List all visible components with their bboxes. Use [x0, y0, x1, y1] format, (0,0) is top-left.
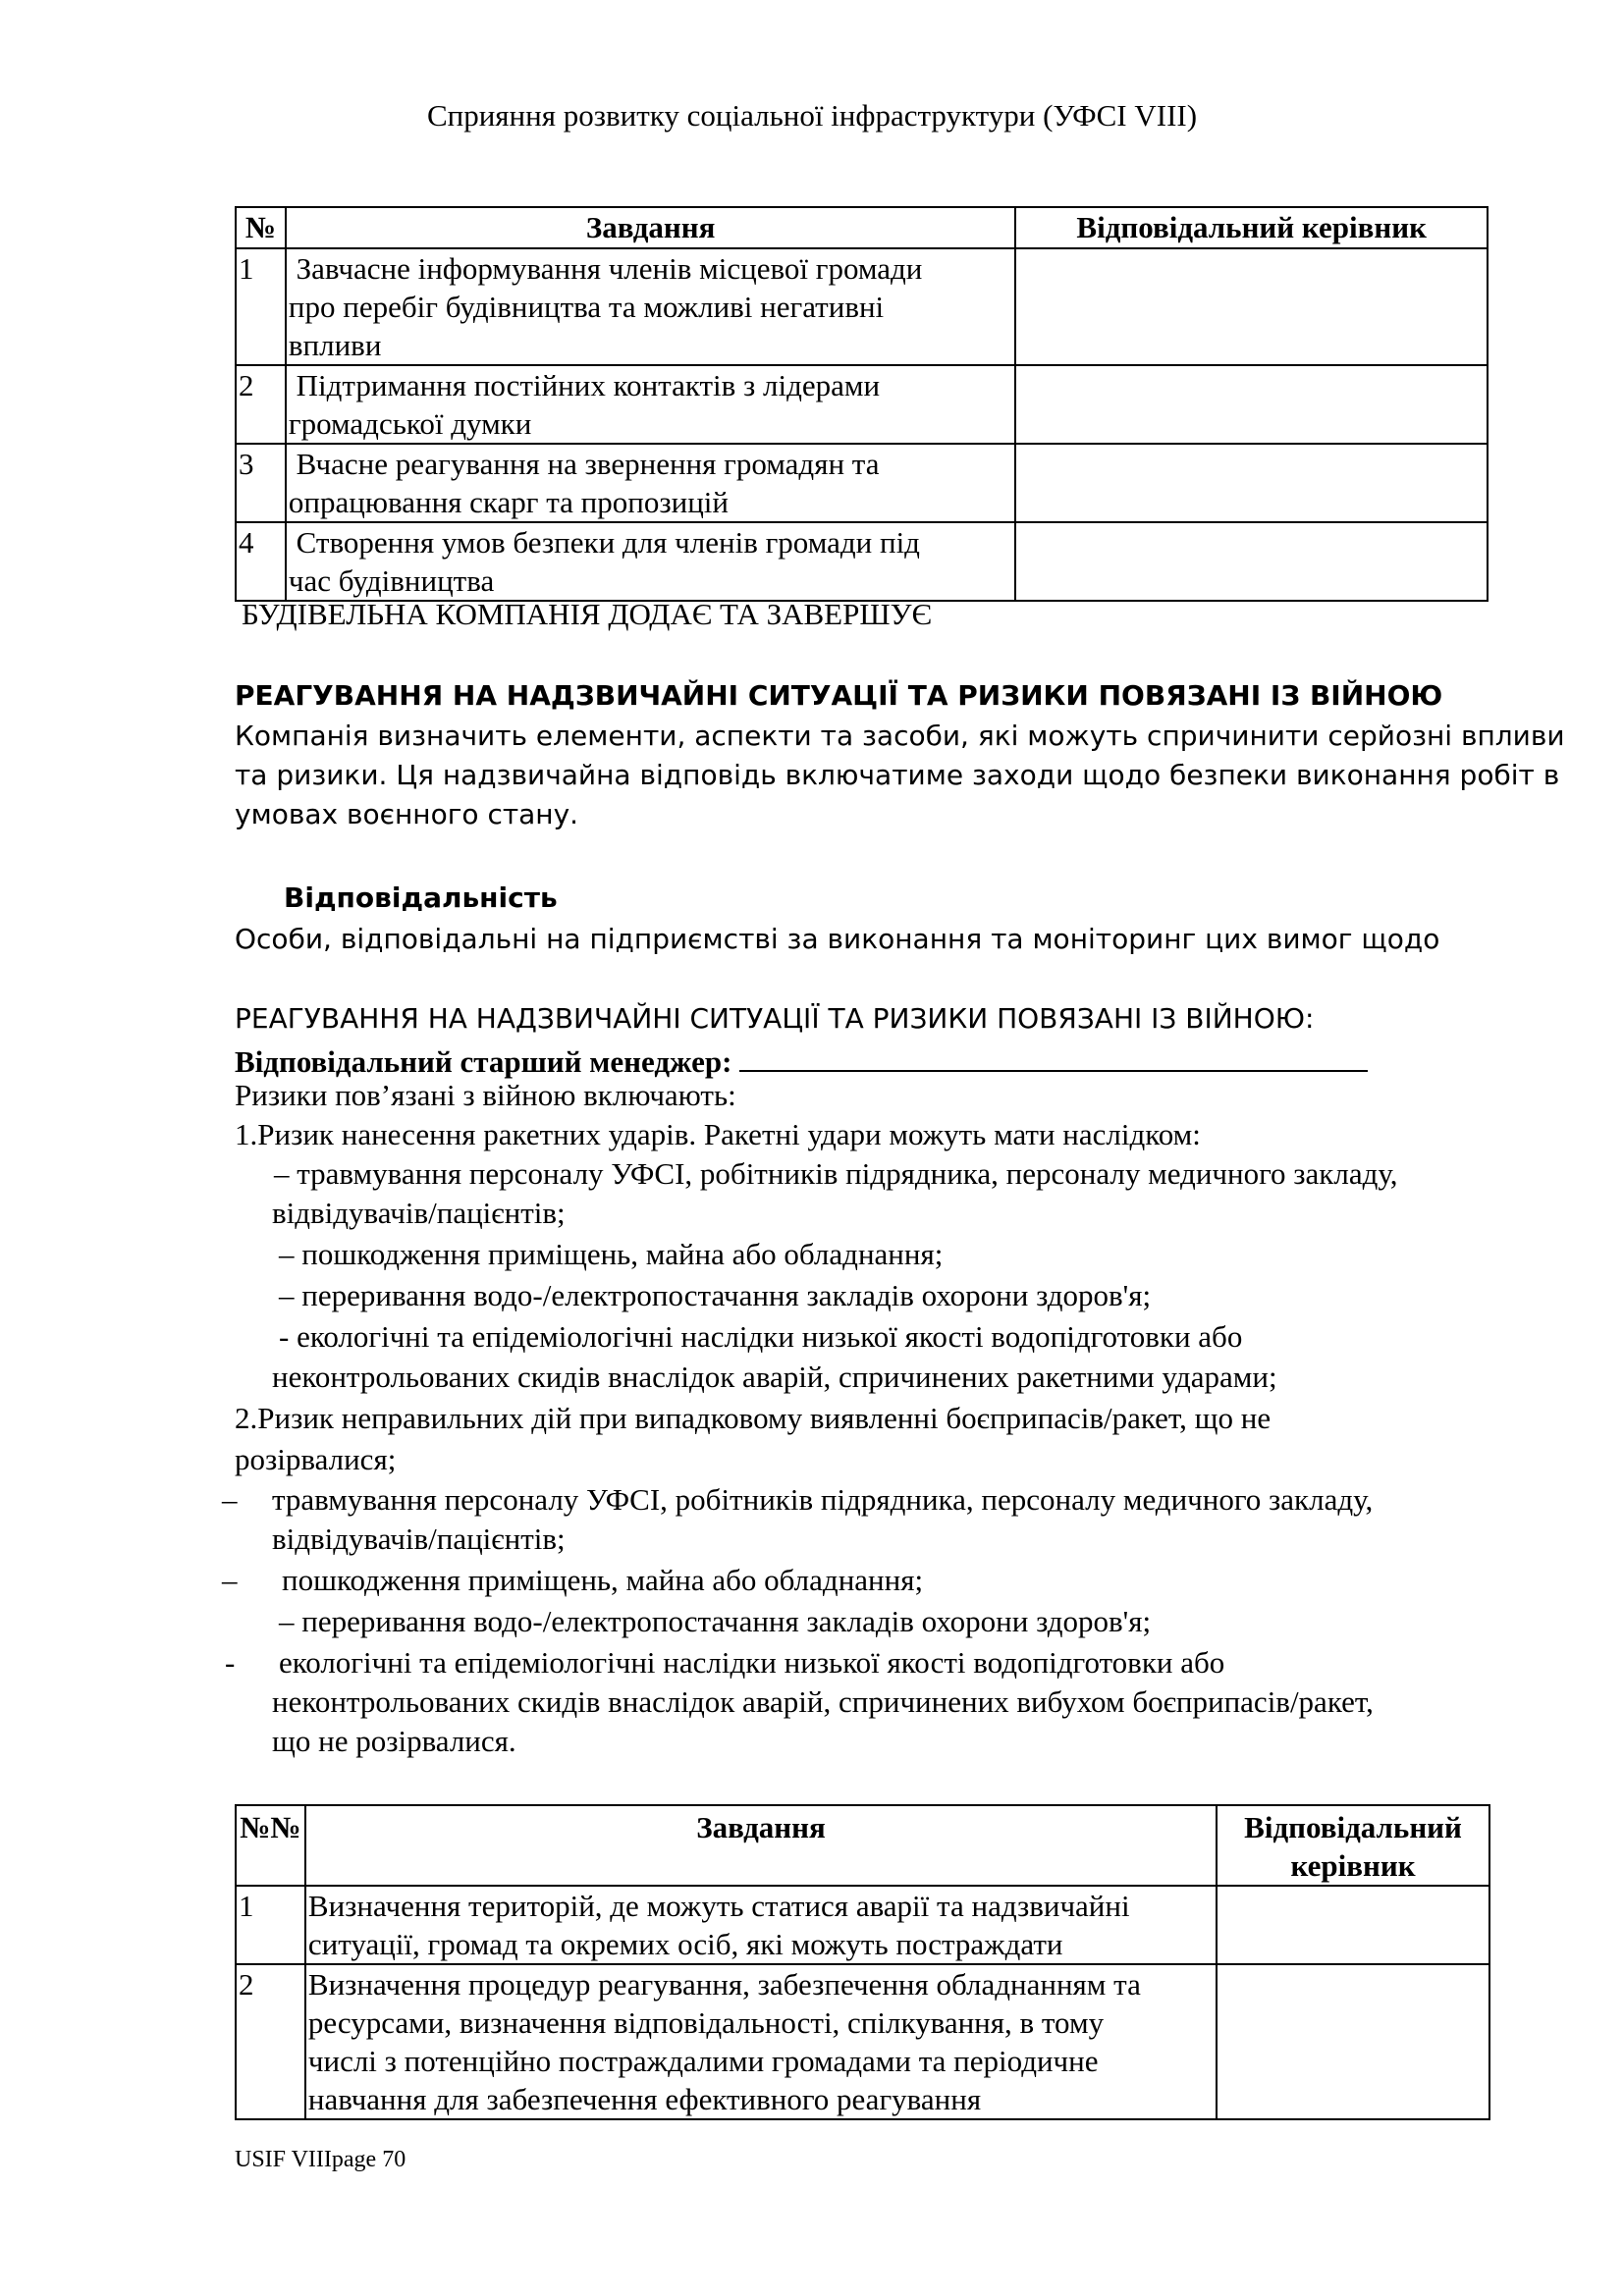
- emergency-section-paragraph: [235, 717, 1565, 834]
- responsibility-heading: Відповідальність: [284, 881, 558, 914]
- paragraph-line: Компанія визначить елементи, аспекти та засоби, які можуть спричинити серйозні впливи: [235, 720, 1565, 752]
- tasks-table-community: [235, 206, 1489, 602]
- row-task: [305, 1964, 1217, 2119]
- row-manager-cell[interactable]: [1015, 522, 1488, 601]
- row-number: 2: [236, 365, 286, 444]
- risk-2-bullet-2: пошкодження приміщень, майна або обладнання;: [282, 1563, 924, 1597]
- task-line: числі з потенційно постраждалими громадами та періодичне: [307, 2044, 1099, 2078]
- row-number: 4: [236, 522, 286, 601]
- risk-2-title-cont: розірвалися;: [235, 1442, 397, 1476]
- table-header-row: [236, 207, 1488, 248]
- table-row: [236, 1886, 1489, 1964]
- row-manager-cell[interactable]: [1015, 444, 1488, 522]
- task-line: Завчасне інформування членів місцевої громади: [288, 251, 923, 286]
- row-number: 3: [236, 444, 286, 522]
- builder-note: БУДІВЕЛЬНА КОМПАНІЯ ДОДАЄ ТА ЗАВЕРШУЄ: [242, 597, 933, 631]
- task-line: Підтримання постійних контактів з лідерами: [288, 368, 881, 402]
- bullet-dash: –: [222, 1563, 238, 1597]
- task-line: Визначення процедур реагування, забезпечення обладнанням та: [307, 1967, 1141, 2002]
- task-line: опрацювання скарг та пропозицій: [288, 485, 729, 519]
- column-header-task: Завдання: [286, 207, 1015, 248]
- row-number: 2: [236, 1964, 305, 2119]
- risk-2-bullet-3: – переривання водо-/електропостачання закладів охорони здоров'я;: [279, 1604, 1152, 1638]
- column-header-number: №№: [236, 1805, 305, 1886]
- risk-1-title: 1.Ризик нанесення ракетних ударів. Ракетні удари можуть мати наслідком:: [235, 1117, 1201, 1151]
- table-row: [236, 248, 1488, 365]
- risk-2-bullet-1: травмування персоналу УФСІ, робітників підрядника, персоналу медичного закладу,: [272, 1482, 1374, 1517]
- risk-1-bullet-1-cont: відвідувачів/пацієнтів;: [272, 1196, 566, 1230]
- page-footer: USIF VIIIpage 70: [235, 2147, 406, 2172]
- task-line: громадської думки: [288, 406, 532, 441]
- row-number: 1: [236, 1886, 305, 1964]
- responsibility-line-1: Особи, відповідальні на підприємстві за виконання та моніторинг цих вимог щодо: [235, 923, 1440, 955]
- emergency-section-heading: РЕАГУВАННЯ НА НАДЗВИЧАЙНІ СИТУАЦІЇ ТА РИЗИКИ ПОВЯЗАНІ ІЗ ВІЙНОЮ: [235, 679, 1443, 712]
- row-manager-cell[interactable]: [1217, 1886, 1489, 1964]
- task-line: ситуації, громад та окремих осіб, які можуть постраждати: [307, 1927, 1063, 1961]
- table-row: [236, 444, 1488, 522]
- paragraph-line: та ризики. Ця надзвичайна відповідь включатиме заходи щодо безпеки виконання робіт в: [235, 759, 1560, 791]
- task-line: впливи: [288, 328, 382, 362]
- risk-1-bullet-4: - екологічні та епідеміологічні наслідки низької якості водопідготовки або: [279, 1319, 1243, 1354]
- row-task: [286, 444, 1015, 522]
- row-task: [305, 1886, 1217, 1964]
- column-header-manager: Відповідальний керівник: [1015, 207, 1488, 248]
- paragraph-line: умовах воєнного стану.: [235, 798, 579, 830]
- page-header-title: Сприяння розвитку соціальної інфраструктури (УФСІ VIII): [426, 98, 1198, 133]
- risk-2-bullet-4-cont: неконтрольованих скидів внаслідок аварій, спричинених вибухом боєприпасів/ракет,: [272, 1684, 1374, 1719]
- row-manager-cell[interactable]: [1015, 248, 1488, 365]
- row-task: [286, 365, 1015, 444]
- row-task: [286, 522, 1015, 601]
- bullet-dash: -: [225, 1645, 236, 1680]
- risk-2-bullet-4-cont: що не розірвалися.: [272, 1724, 516, 1758]
- row-number: 1: [236, 248, 286, 365]
- column-header-number: №: [236, 207, 286, 248]
- tasks-table-emergency: [235, 1804, 1490, 2120]
- task-line: навчання для забезпечення ефективного реагування: [307, 2082, 982, 2116]
- risk-2-title: 2.Ризик неправильних дій при випадковому виявленні боєприпасів/ракет, що не: [235, 1401, 1272, 1435]
- risk-1-bullet-3: – переривання водо-/електропостачання закладів охорони здоров'я;: [279, 1278, 1152, 1312]
- risk-1-bullet-2: – пошкодження приміщень, майна або обладнання;: [279, 1237, 944, 1271]
- risk-2-bullet-1-cont: відвідувачів/пацієнтів;: [272, 1522, 566, 1556]
- risks-intro: Ризики пов’язані з війною включають:: [235, 1078, 736, 1112]
- column-header-manager: Відповідальний керівник: [1217, 1805, 1489, 1886]
- senior-manager-label: Відповідальний старший менеджер:: [235, 1044, 732, 1079]
- risk-1-bullet-1: – травмування персоналу УФСІ, робітників підрядника, персоналу медичного закладу,: [274, 1156, 1398, 1191]
- task-line: час будівництва: [288, 563, 495, 598]
- risk-1-bullet-4-cont: неконтрольованих скидів внаслідок аварій, спричинених ракетними ударами;: [272, 1360, 1277, 1394]
- table-header-row: [236, 1805, 1489, 1886]
- bullet-dash: –: [222, 1482, 238, 1517]
- column-header-task: Завдання: [305, 1805, 1217, 1886]
- senior-manager-field: [235, 1042, 1368, 1080]
- table-row: [236, 365, 1488, 444]
- risk-2-bullet-4: екологічні та епідеміологічні наслідки низької якості водопідготовки або: [279, 1645, 1225, 1680]
- task-line: Створення умов безпеки для членів громади під: [288, 525, 920, 560]
- task-line: про перебіг будівництва та можливі негативні: [288, 290, 885, 324]
- task-line: ресурсами, визначення відповідальності, спілкування, в тому: [307, 2005, 1105, 2040]
- table-row: [236, 522, 1488, 601]
- task-line: Вчасне реагування на звернення громадян та: [288, 447, 880, 481]
- task-line: Визначення територій, де можуть статися аварії та надзвичайні: [307, 1889, 1130, 1923]
- row-manager-cell[interactable]: [1217, 1964, 1489, 2119]
- senior-manager-blank[interactable]: [739, 1042, 1368, 1072]
- responsibility-line-2: РЕАГУВАННЯ НА НАДЗВИЧАЙНІ СИТУАЦІЇ ТА РИЗИКИ ПОВЯЗАНІ ІЗ ВІЙНОЮ:: [235, 1002, 1315, 1035]
- row-manager-cell[interactable]: [1015, 365, 1488, 444]
- row-task: [286, 248, 1015, 365]
- table-row: [236, 1964, 1489, 2119]
